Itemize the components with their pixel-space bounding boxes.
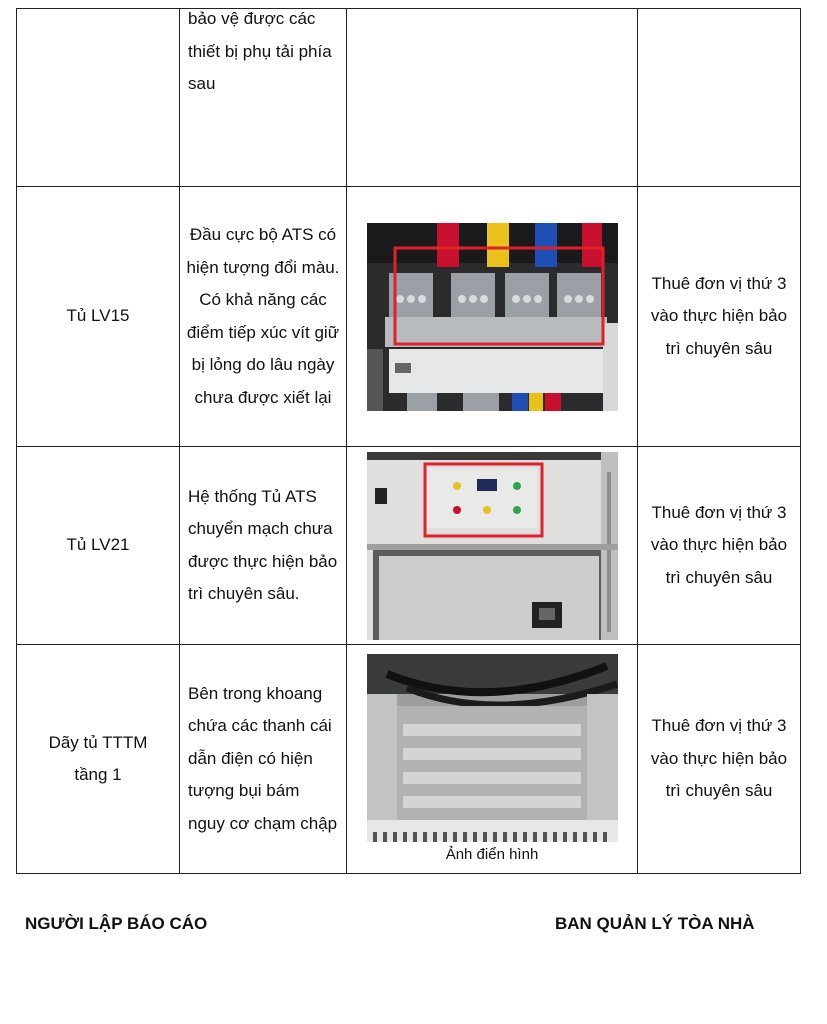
management-signature-label: BAN QUẢN LÝ TÒA NHÀ <box>555 914 755 933</box>
description-text: Bên trong khoang chứa các thanh cái dẫn điện có hiện tượng bụi bám nguy cơ chạm chập <box>188 683 338 833</box>
image-cell <box>347 645 638 874</box>
ats-panel-photo <box>367 452 618 640</box>
location-cell <box>17 9 180 187</box>
action-cell <box>638 187 801 447</box>
action-cell <box>638 9 801 187</box>
location-cell <box>17 447 180 645</box>
ats-terminal-photo <box>367 223 618 411</box>
action-cell <box>638 645 801 874</box>
phase-red-bar <box>437 223 459 267</box>
preparer-signature-label: NGƯỜI LẬP BÁO CÁO <box>25 914 208 933</box>
table-row <box>17 187 801 447</box>
description-text: bảo vệ được các thiết bị phụ tải phía sau <box>188 9 332 93</box>
table-row <box>17 9 801 187</box>
report-table <box>16 8 801 874</box>
image-cell <box>347 9 638 187</box>
description-cell <box>180 9 347 187</box>
description-text: Đầu cực bộ ATS có hiện tượng đổi màu. Có khả năng các điểm tiếp xúc vít giữ bị lỏng do lâu ngày chưa được xiết lại <box>186 225 340 407</box>
image-cell <box>347 187 638 447</box>
image-cell <box>347 447 638 645</box>
action-text: Thuê đơn vị thứ 3 vào thực hiện bảo trì chuyên sâu <box>650 273 788 358</box>
image-caption: Ảnh điển hình <box>445 846 539 863</box>
description-cell <box>180 447 347 645</box>
table-row <box>17 645 801 874</box>
phase-blue-bar <box>535 223 557 267</box>
action-text: Thuê đơn vị thứ 3 vào thực hiện bảo trì chuyên sâu <box>650 502 788 587</box>
table-row <box>17 447 801 645</box>
location-text: Dãy tủ TTTM tầng 1 <box>48 732 148 784</box>
description-cell <box>180 187 347 447</box>
description-cell <box>180 645 347 874</box>
location-text: Tủ LV15 <box>66 306 130 326</box>
location-cell <box>17 187 180 447</box>
phase-yellow-bar <box>487 223 509 267</box>
location-cell <box>17 645 180 874</box>
action-text: Thuê đơn vị thứ 3 vào thực hiện bảo trì chuyên sâu <box>650 716 788 801</box>
action-cell <box>638 447 801 645</box>
location-text: Tủ LV21 <box>66 535 130 555</box>
description-text: Hệ thống Tủ ATS chuyển mạch chưa được thực hiện bảo trì chuyên sâu. <box>188 486 338 603</box>
busbar-compartment-photo <box>367 654 618 842</box>
